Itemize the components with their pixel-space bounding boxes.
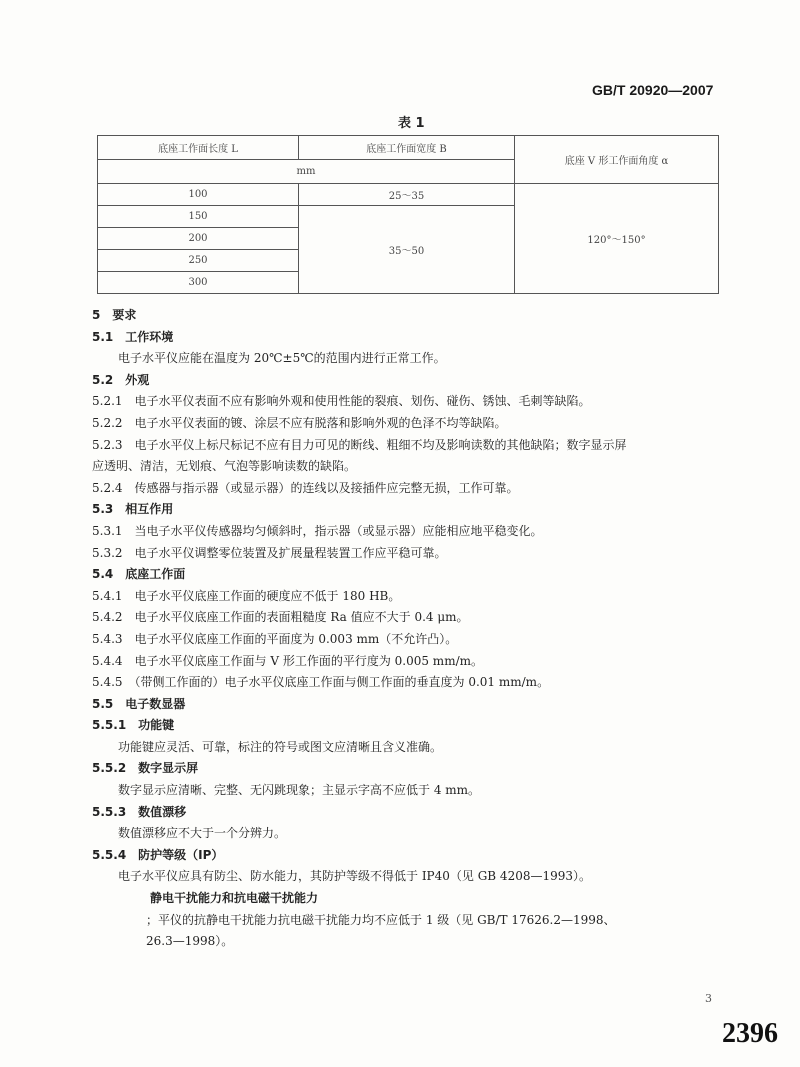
clause-text: ；平仪的抗静电干扰能力抗电磁干扰能力均不应低于 1 级（见 GB/T 17626.2—1998、 [146,912,616,927]
header-length: 底座工作面长度 L [98,136,299,160]
clause-text: 数字显示应清晰、完整、无闪跳现象；主显示字高不应低于 4 mm。 [118,783,481,798]
clause-text: 5.2.4 传感器与指示器（或显示器）的连线以及接插件应完整无损，工作可靠。 [92,480,519,495]
header-width: 底座工作面宽度 B [299,136,515,160]
clause-text: 26.3—1998）。 [146,934,234,949]
length-cell: 200 [98,228,299,250]
clause-heading: 5.3 相互作用 [92,502,174,517]
clause-heading: 5.5.3 数值漂移 [92,804,187,819]
clause-heading: 5.2 外观 [92,372,150,387]
clause-text: 5.4.2 电子水平仪底座工作面的表面粗糙度 Ra 值应不大于 0.4 μm。 [92,610,469,625]
length-cell: 100 [98,184,299,206]
length-cell: 250 [98,250,299,272]
angle-cell: 120°～150° [515,184,719,294]
clause-heading: 5.5.4 防护等级（IP） [92,847,224,862]
clause-heading: 5.5 电子数显器 [92,696,186,711]
clause-text: 5.4.5 （带侧工作面的）电子水平仪底座工作面与侧工作面的垂直度为 0.01 mm/m。 [92,675,550,690]
clause-heading: 5.5.2 数字显示屏 [92,761,199,776]
length-cell: 300 [98,272,299,294]
header-angle: 底座 V 形工作面角度 α [515,136,719,184]
clause-text: 5.2.1 电子水平仪表面不应有影响外观和使用性能的裂痕、划伤、碰伤、锈蚀、毛刺等缺陷。 [92,394,591,409]
clause-text: 5.3.1 当电子水平仪传感器均匀倾斜时，指示器（或显示器）应能相应地平稳变化。 [92,523,543,538]
clause-text: 5.2.2 电子水平仪表面的镀、涂层不应有脱落和影响外观的色泽不均等缺陷。 [92,415,507,430]
clause-text: 应透明、清洁，无划痕、气泡等影响读数的缺陷。 [92,459,357,474]
width-cell: 35～50 [299,206,515,294]
clause-heading: 静电干扰能力和抗电磁干扰能力 [150,891,319,906]
page-stamp: 2396 [722,1018,778,1049]
table-title: 表 1 [398,116,425,131]
spec-table [97,135,719,294]
clause-text: 5.4.3 电子水平仪底座工作面的平面度为 0.003 mm（不允许凸）。 [92,631,458,646]
width-cell: 25～35 [299,184,515,206]
clause-text: 数值漂移应不大于一个分辨力。 [118,826,287,841]
clause-text: 5.4.4 电子水平仪底座工作面与 V 形工作面的平行度为 0.005 mm/m。 [92,653,483,668]
clause-text: 功能键应灵活、可靠，标注的符号或图文应清晰且含义准确。 [118,739,443,754]
clause-text: 电子水平仪应具有防尘、防水能力，其防护等级不得低于 IP40（见 GB 4208—1993）。 [118,869,592,884]
clause-heading: 5.4 底座工作面 [92,567,186,582]
clause-text: 5.3.2 电子水平仪调整零位装置及扩展量程装置工作应平稳可靠。 [92,545,447,560]
clause-text: 电子水平仪应能在温度为 20℃±5℃的范围内进行正常工作。 [118,351,446,366]
clause-heading: 5.5.1 功能键 [92,718,175,733]
clause-text: 5.4.1 电子水平仪底座工作面的硬度应不低于 180 HB。 [92,588,401,603]
clause-heading: 5.1 工作环境 [92,329,174,344]
unit-cell: mm [98,160,515,184]
length-cell: 150 [98,206,299,228]
standard-code: GB/T 20920—2007 [592,82,714,98]
page-number: 3 [705,992,712,1005]
requirements-section [92,305,732,953]
clause-text: 5.2.3 电子水平仪上标尺标记不应有目力可见的断线、粗细不均及影响读数的其他缺陷；数字显示屏 [92,437,627,452]
section-heading: 5 要求 [92,308,137,322]
